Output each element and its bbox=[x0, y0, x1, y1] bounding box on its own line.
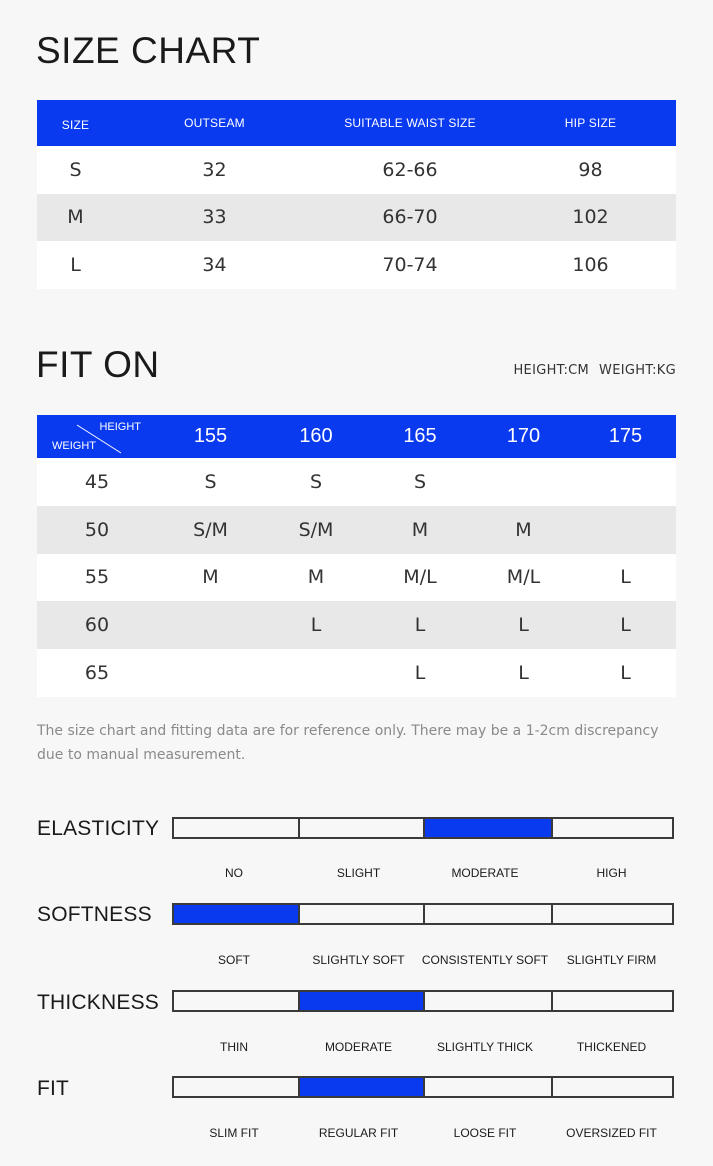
height-header: 170 bbox=[506, 425, 541, 447]
fit-cell bbox=[575, 506, 676, 554]
size-cell: S bbox=[69, 158, 82, 181]
scale-segment bbox=[551, 819, 672, 837]
size-cell: L bbox=[70, 253, 81, 276]
option-label: LOOSE FIT bbox=[453, 1126, 517, 1140]
option-label: HIGH bbox=[596, 866, 627, 880]
fit-cell bbox=[157, 601, 264, 649]
scale-segment bbox=[551, 992, 672, 1010]
weight-cell: 60 bbox=[84, 614, 110, 637]
fit-cell: L bbox=[414, 614, 426, 637]
weight-cell: 50 bbox=[84, 518, 110, 541]
height-header: 160 bbox=[299, 425, 333, 447]
option-label: THICKENED bbox=[576, 1040, 647, 1054]
size-chart-header-row bbox=[37, 100, 676, 146]
scale-segment bbox=[298, 992, 423, 1010]
outseam-cell: 34 bbox=[202, 253, 227, 276]
fit-cell: M bbox=[515, 518, 532, 541]
fit-options bbox=[172, 1126, 674, 1140]
fit-cell: M bbox=[411, 518, 429, 541]
weight-cell: 45 bbox=[84, 470, 110, 493]
scale-segment bbox=[298, 1078, 423, 1096]
option-label: SLIGHTLY FIRM bbox=[566, 953, 657, 967]
scale-segment bbox=[551, 905, 672, 923]
units-label bbox=[513, 363, 676, 378]
fit-cell bbox=[264, 649, 368, 697]
waist-header: SUITABLE WAIST SIZE bbox=[344, 116, 476, 130]
size-header: SIZE bbox=[61, 118, 90, 132]
thickness-label: THICKNESS bbox=[37, 991, 159, 1014]
size-cell: M bbox=[67, 206, 84, 229]
weight-cell: 65 bbox=[84, 662, 110, 685]
softness-scale bbox=[172, 903, 674, 925]
fit-cell: M/L bbox=[403, 566, 437, 589]
option-label: OVERSIZED FIT bbox=[566, 1126, 657, 1140]
fit-cell bbox=[575, 458, 676, 506]
option-label: REGULAR FIT bbox=[318, 1126, 399, 1140]
table-row bbox=[37, 241, 676, 289]
corner-cell bbox=[37, 415, 157, 458]
option-label: CONSISTENTLY SOFT bbox=[421, 953, 549, 967]
outseam-cell: 33 bbox=[202, 206, 227, 229]
fit-cell: S bbox=[204, 470, 217, 493]
option-label: SOFT bbox=[218, 953, 250, 967]
hip-header: HIP SIZE bbox=[564, 116, 617, 130]
outseam-header: OUTSEAM bbox=[184, 116, 245, 130]
scale-segment bbox=[174, 905, 298, 923]
disclaimer-note: The size chart and fitting data are for reference only. There may be a 1-2cm discrepancy due to manual measurement. bbox=[37, 723, 659, 763]
scale-segment bbox=[423, 905, 551, 923]
corner-height-label: HEIGHT bbox=[99, 421, 141, 433]
fit-cell: L bbox=[414, 662, 426, 685]
hip-cell: 98 bbox=[578, 158, 603, 181]
scale-segment bbox=[174, 1078, 298, 1096]
fit-cell: S/M bbox=[193, 518, 228, 541]
height-header: 155 bbox=[193, 425, 228, 447]
table-row bbox=[37, 458, 676, 506]
weight-unit: WEIGHT:KG bbox=[599, 363, 676, 378]
scale-segment bbox=[298, 819, 423, 837]
fit-cell: S/M bbox=[298, 518, 334, 541]
waist-cell: 66-70 bbox=[382, 206, 438, 229]
fit-cell: M bbox=[307, 566, 325, 589]
scale-segment bbox=[423, 992, 551, 1010]
fit-cell: L bbox=[620, 614, 631, 637]
table-row bbox=[37, 194, 676, 242]
height-unit: HEIGHT:CM bbox=[513, 363, 590, 378]
fit-cell: L bbox=[518, 614, 529, 637]
softness-label: SOFTNESS bbox=[37, 903, 152, 926]
option-label: NO bbox=[225, 866, 243, 880]
hip-cell: 106 bbox=[572, 253, 609, 276]
option-label: SLIGHT bbox=[336, 866, 381, 880]
corner-weight-label: WEIGHT bbox=[52, 440, 96, 452]
height-header: 165 bbox=[403, 425, 437, 447]
hip-cell: 102 bbox=[572, 206, 609, 229]
fit-cell: M/L bbox=[506, 566, 541, 589]
height-header: 175 bbox=[608, 425, 643, 447]
fit-cell: S bbox=[413, 470, 427, 493]
elasticity-options bbox=[172, 866, 674, 880]
fit-on-table bbox=[37, 415, 676, 697]
fit-cell: L bbox=[620, 566, 631, 589]
fit-cell: L bbox=[518, 662, 529, 685]
elasticity-scale bbox=[172, 817, 674, 839]
fit-on-title: FIT ON bbox=[36, 344, 160, 385]
waist-cell: 62-66 bbox=[382, 158, 438, 181]
option-label: MODERATE bbox=[451, 866, 519, 880]
option-label: MODERATE bbox=[324, 1040, 393, 1054]
scale-segment bbox=[423, 819, 551, 837]
outseam-cell: 32 bbox=[202, 158, 227, 181]
table-row bbox=[37, 649, 676, 697]
size-chart-title: SIZE CHART bbox=[36, 30, 261, 71]
fit-cell bbox=[472, 458, 575, 506]
scale-segment bbox=[174, 819, 298, 837]
table-row bbox=[37, 146, 676, 194]
elasticity-label: ELASTICITY bbox=[37, 817, 160, 840]
waist-cell: 70-74 bbox=[382, 253, 438, 276]
scale-segment bbox=[174, 992, 298, 1010]
fit-cell: M bbox=[202, 566, 219, 589]
fit-cell bbox=[157, 649, 264, 697]
weight-cell: 55 bbox=[84, 566, 110, 589]
fit-cell: L bbox=[620, 662, 631, 685]
scale-segment bbox=[551, 1078, 672, 1096]
fit-label: FIT bbox=[37, 1077, 70, 1100]
softness-options bbox=[172, 953, 674, 967]
option-label: THIN bbox=[220, 1040, 248, 1054]
table-row bbox=[37, 554, 676, 602]
option-label: SLIGHTLY THICK bbox=[436, 1040, 534, 1054]
option-label: SLIGHTLY SOFT bbox=[312, 953, 405, 967]
table-row bbox=[37, 601, 676, 649]
fit-cell: L bbox=[310, 614, 322, 637]
fit-on-header-row bbox=[37, 415, 676, 458]
option-label: SLIM FIT bbox=[209, 1126, 259, 1140]
fit-scale bbox=[172, 1076, 674, 1098]
table-row bbox=[37, 506, 676, 554]
fit-cell: S bbox=[309, 470, 323, 493]
thickness-options bbox=[172, 1040, 674, 1054]
size-chart-table bbox=[37, 100, 676, 289]
scale-segment bbox=[298, 905, 423, 923]
scale-segment bbox=[423, 1078, 551, 1096]
thickness-scale bbox=[172, 990, 674, 1012]
